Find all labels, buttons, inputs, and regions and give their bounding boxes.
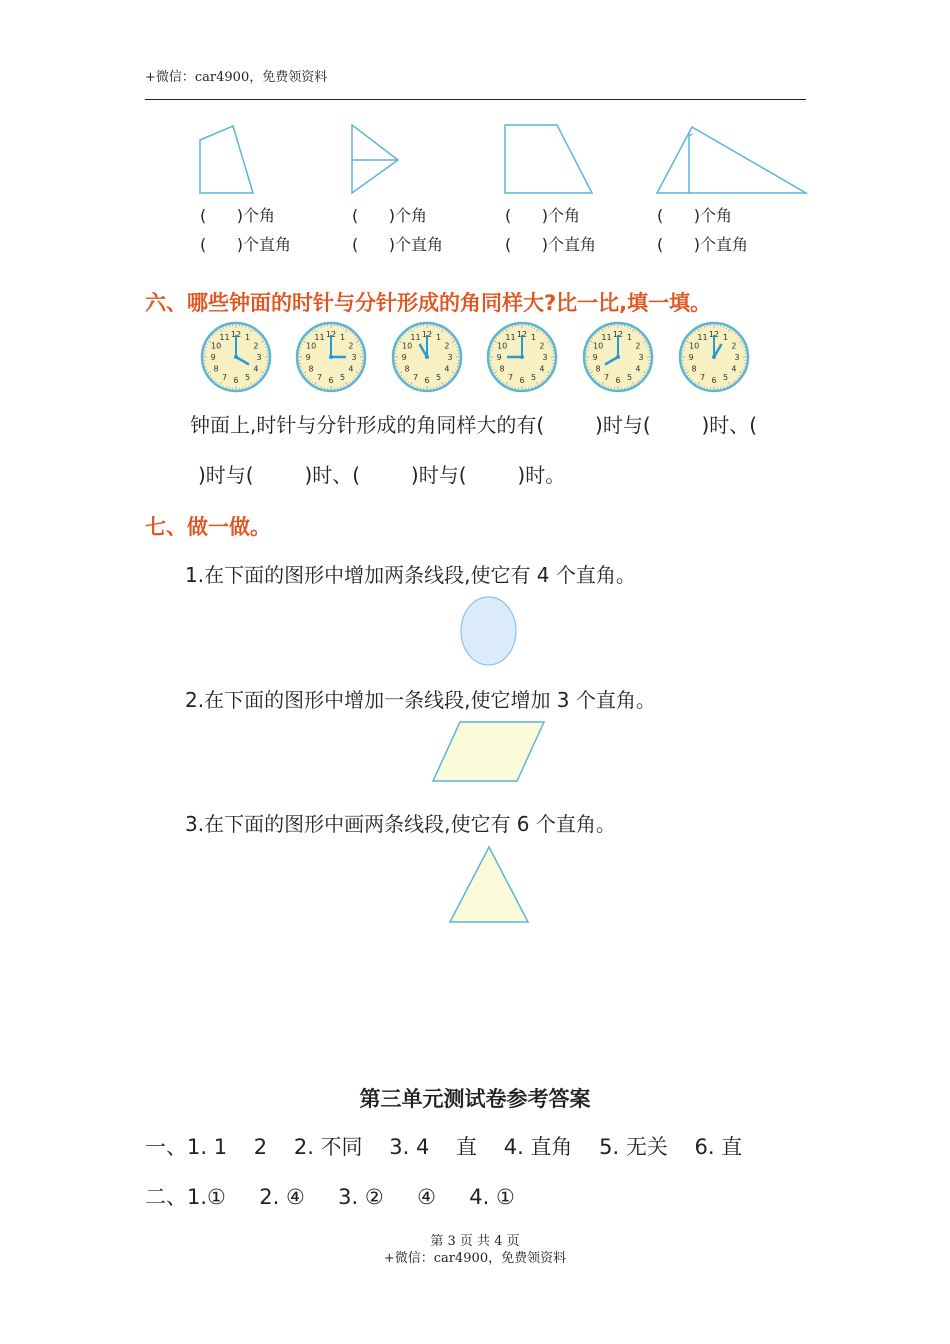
clock-number: 9: [688, 353, 694, 362]
clock-number: 12: [325, 330, 337, 339]
clock-number: 8: [213, 364, 219, 374]
clock-number: 2: [348, 341, 354, 351]
clock-number: 5: [626, 372, 633, 382]
clock-number: 2: [539, 341, 545, 351]
clock-number: 2: [731, 341, 737, 351]
task2-text: 2.在下面的图形中增加一条线段,使它增加 3 个直角。: [185, 688, 656, 712]
clock-number: 9: [496, 353, 502, 362]
clock-number: 10: [305, 341, 317, 351]
clock-number: 12: [516, 330, 528, 339]
clock-number: 12: [230, 330, 242, 339]
clock-number: 4: [635, 364, 641, 374]
clock-number: 4: [731, 364, 737, 374]
clock-number: 3: [256, 353, 262, 362]
shape3-angles-label: ( )个角: [505, 206, 581, 225]
clock-number: 2: [635, 341, 641, 351]
clock-number: 1: [626, 333, 633, 343]
clock-number: 6: [424, 376, 430, 385]
clock-number: 7: [221, 372, 228, 382]
clock-number: 1: [435, 333, 442, 343]
clock-number: 6: [328, 376, 334, 385]
clock-number: 10: [496, 341, 508, 351]
shape2-angles-label: ( )个角: [352, 206, 428, 225]
section6-answer-line2: )时与( )时、( )时与( )时。: [198, 463, 566, 487]
task1-text: 1.在下面的图形中增加两条线段,使它有 4 个直角。: [185, 563, 636, 587]
clock-number: 1: [722, 333, 729, 343]
clock-number: 1: [244, 333, 251, 343]
clock-number: 5: [722, 372, 729, 382]
answers-line2: 二、1.① 2. ④ 3. ② ④ 4. ①: [145, 1185, 515, 1209]
clock-number: 3: [447, 353, 453, 362]
clock-number: 6: [519, 376, 525, 385]
clock-number: 12: [612, 330, 624, 339]
page-header: +微信：car4900，免费领资料: [145, 70, 328, 85]
clock-number: 10: [592, 341, 604, 351]
clock-number: 2: [444, 341, 450, 351]
clock-number: 3: [734, 353, 740, 362]
clock-number: 7: [699, 372, 706, 382]
clock-number: 5: [530, 372, 537, 382]
clock-number: 5: [435, 372, 442, 382]
clock-number: 7: [603, 372, 610, 382]
clock-number: 3: [638, 353, 644, 362]
clock-number: 11: [219, 333, 230, 343]
page-number: 第 3 页 共 4 页: [430, 1234, 520, 1249]
page-footer: +微信：car4900，免费领资料: [383, 1251, 567, 1266]
shape3-right-angles-label: ( )个直角: [505, 235, 597, 254]
clock-number: 6: [711, 376, 717, 385]
clock-number: 4: [253, 364, 259, 374]
clock-number: 9: [305, 353, 311, 362]
answers-title: 第三单元测试卷参考答案: [359, 1087, 591, 1111]
clock-number: 11: [505, 333, 516, 343]
clock-number: 2: [253, 341, 259, 351]
clock-number: 8: [308, 364, 314, 374]
clock-number: 6: [615, 376, 621, 385]
clock-number: 9: [401, 353, 407, 362]
clock-number: 3: [351, 353, 357, 362]
shape1-right-angles-label: ( )个直角: [200, 235, 292, 254]
clock-number: 9: [592, 353, 598, 362]
clock-number: 8: [595, 364, 601, 374]
shape1-angles-label: ( )个角: [200, 206, 276, 225]
clock-number: 11: [601, 333, 612, 343]
clock-number: 6: [233, 376, 239, 385]
shape2-right-angles-label: ( )个直角: [352, 235, 444, 254]
shape4-angles-label: ( )个角: [657, 206, 733, 225]
section7-title: 七、做一做。: [145, 515, 271, 539]
clock-number: 1: [530, 333, 537, 343]
clock-number: 7: [412, 372, 419, 382]
clock-number: 8: [404, 364, 410, 374]
clock-number: 4: [539, 364, 545, 374]
clock-number: 4: [444, 364, 450, 374]
clock-number: 5: [339, 372, 346, 382]
clock-number: 12: [421, 330, 433, 339]
clock-number: 1: [339, 333, 346, 343]
clock-number: 5: [244, 372, 251, 382]
clock-number: 10: [210, 341, 222, 351]
clock-number: 9: [210, 353, 216, 362]
task3-text: 3.在下面的图形中画两条线段,使它有 6 个直角。: [185, 812, 616, 836]
clock-number: 8: [499, 364, 505, 374]
clock-number: 11: [410, 333, 421, 343]
section6-title: 六、哪些钟面的时针与分针形成的角同样大?比一比,填一填。: [145, 291, 712, 315]
clock-number: 10: [688, 341, 700, 351]
clock-number: 7: [507, 372, 514, 382]
clock-number: 11: [697, 333, 708, 343]
clock-number: 11: [314, 333, 325, 343]
clock-number: 8: [691, 364, 697, 374]
answers-line1: 一、1. 1 2 2. 不同 3. 4 直 4. 直角 5. 无关 6. 直: [145, 1135, 743, 1159]
clock-number: 7: [316, 372, 323, 382]
shape4-right-angles-label: ( )个直角: [657, 235, 749, 254]
clock-number: 4: [348, 364, 354, 374]
clock-number: 10: [401, 341, 413, 351]
clock-number: 12: [708, 330, 720, 339]
clock-number: 3: [542, 353, 548, 362]
section6-answer-line1: 钟面上,时针与分针形成的角同样大的有( )时与( )时、(: [190, 413, 758, 437]
